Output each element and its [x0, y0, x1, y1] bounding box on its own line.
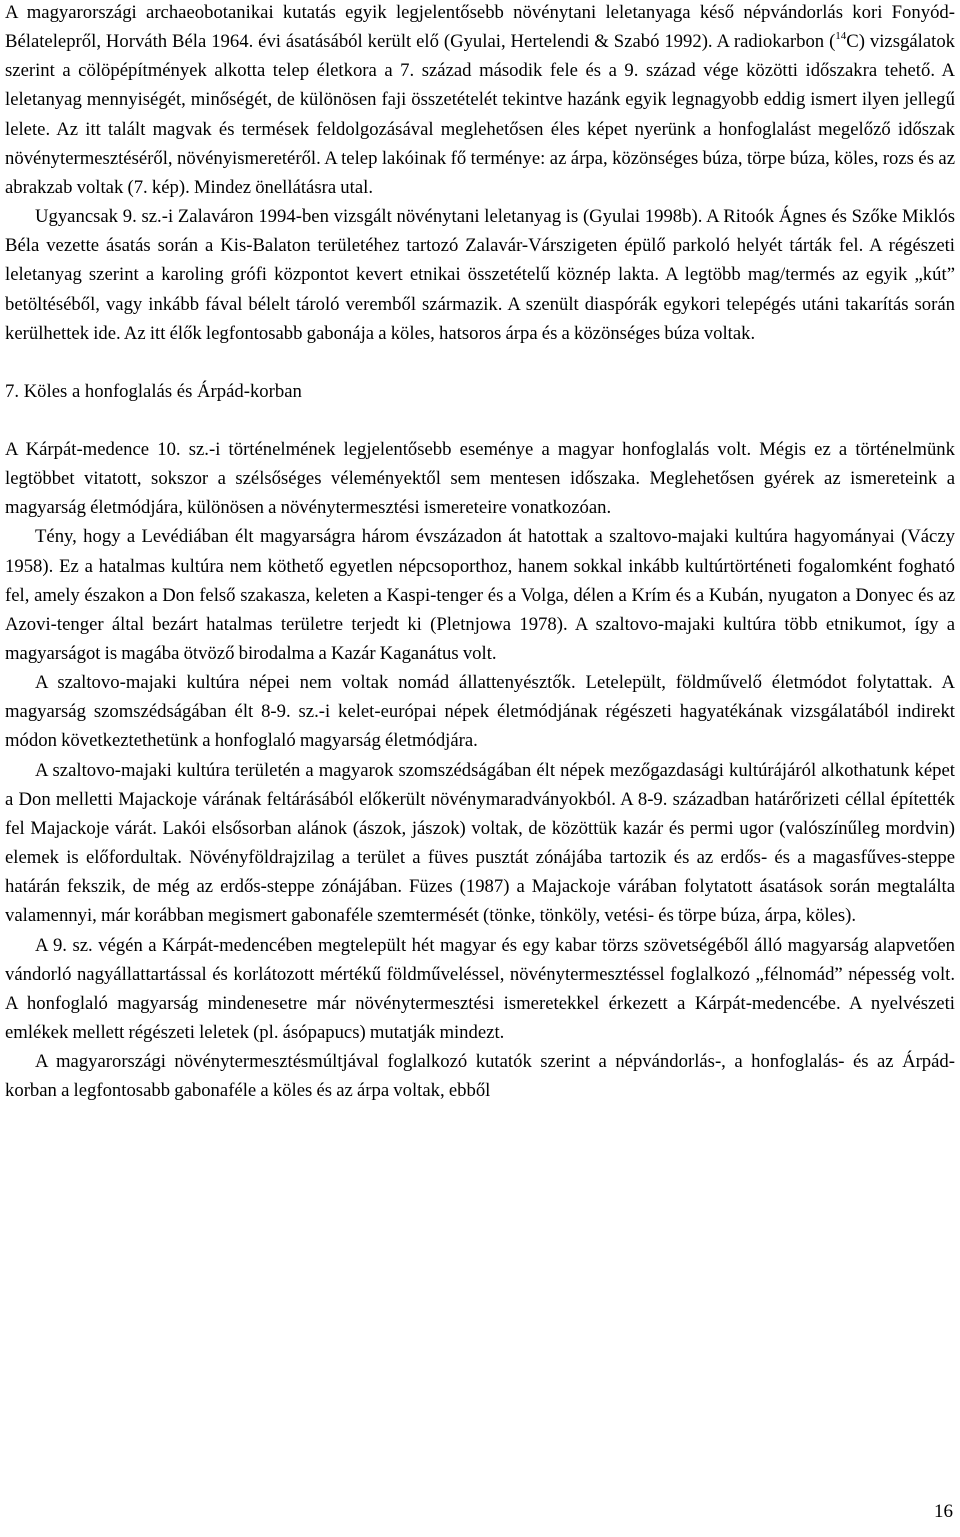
superscript-isotope: 14 [835, 29, 847, 42]
paragraph-text: A magyarországi archaeobotanikai kutatás egyik legjelentősebb növénytani leletanyaga késő népvándorlás kori Fonyód-Bélatelepről, Horváth Béla 1964. évi ásatásából került elő (Gyulai, Hertelendi & Szabó 1992). A radiokarbon ( [5, 2, 955, 53]
section-heading: 7. Köles a honfoglalás és Árpád-korban [5, 380, 302, 402]
paragraph-gabonafelek: A magyarországi növénytermesztésmúltjával foglalkozó kutatók szerint a népvándorlás-, a honfoglalás- és az Árpád-korban a legfontosabb gabonaféle a köles és az árpa voltak, ebből [5, 1051, 955, 1102]
paragraph-text: C) vizsgálatok szerint a cölöpépítmények alkotta telep életkora a 7. század második fele és a 9. század vége közötti időszakra tehető. A leletanyag mennyiségét, minőségét, de különösen faji összetételét tekintve hazánk egyik legnagyobb eddig ismert ilyen jellegű lelete. Az itt talált magvak és termések feldolgozásával meglehetősen éles képet nyerünk a honfoglalást megelőző időszak növénytermesztéséről, növényismeretéről. A telep lakóinak fő terménye: az árpa, közönséges búza, törpe búza, köles, rozs és az abrakzab voltak (7. kép). Mindez önellátásra utal. [5, 31, 956, 198]
paragraph-zalavar: Ugyancsak 9. sz.-i Zalaváron 1994-ben vizsgált növénytani leletanyag is (Gyulai 1998b). A Ritoók Ágnes és Szőke Miklós Béla vezette ásatás során a Kis-Balaton területéhez tartozó Zalavár-Várszigeten épülő parkoló helyét tárták fel. A régészeti leletanyag szerint a karoling grófi központot kevert etnikai összetételű köznép lakta. A legtöbb mag/termés az egyik „kút” betöltéséből, vagy inkább fával bélelt tároló veremből származik. A szenült diaspórák egykori telepégés utáni takarítás során kerülhettek ide. Az itt élők legfontosabb gabonája a köles, hatsoros árpa és a közönséges búza voltak. [5, 206, 955, 344]
paragraph-honfoglalas: A Kárpát-medence 10. sz.-i történelmének legjelentősebb eseménye a magyar honfoglalás volt. Mégis ez a történelmünk legtöbbet vitatott, sokszor a szélsőséges véleményektől sem mentesen időszaka. Meglehetősen gyérek az ismereteink a magyarság életmódjára, különösen a növénytermesztési ismereteire vonatkozóan. [5, 438, 955, 519]
page-number: 16 [934, 1501, 953, 1522]
paragraph-levedia: Tény, hogy a Levédiában élt magyarságra három évszázadon át hatottak a szaltovo-majaki kultúra hagyományai (Váczy 1958). Ez a hatalmas kultúra nem köthető egyetlen népcsoporthoz, hanem sokkal inkább kultúrtörténeti fogalomként fogható fel, amely északon a Don felső szakasza, keleten a Kaspi-tenger és a Volga, délen a Krím és a Kubán, nyugaton a Donyec és az Azovi-tenger által bezárt hatalmas területre terjedt ki (Pletnjowa 1978). A szaltovo-majaki kultúra több etnikumot, így a magyarságot is magába ötvöző birodalma a Kazár Kaganátus volt. [5, 526, 955, 664]
paragraph-magyar-torzsek: A 9. sz. végén a Kárpát-medencében megtelepült hét magyar és egy kabar törzs szövetségéből álló magyarság alapvetően vándorló nagyállattartással és korlátozott mértékű földműveléssel, növénytermesztéssel foglalkozó „félnomád” népesség volt. A honfoglaló magyarság mindenesetre már növénytermesztési ismeretekkel érkezett a Kárpát-medencébe. A nyelvészeti emlékek mellett régészeti leletek (pl. ásópapucs) mutatják mindezt. [5, 934, 955, 1043]
paragraph-majackoje: A szaltovo-majaki kultúra területén a magyarok szomszédságában élt népek mezőgazdasági kultúrájáról alkothatunk képet a Don melletti Majackoje várának feltárásából előkerült növénymaradványokból. A 8-9. században határőrizeti céllal építették fel Majackoje várát. Lakói elsősorban alánok (ászok, jászok) voltak, de közöttük kazár és permi ugor (valószínűleg mordvin) elemek is előfordultak. Növényföldrajzilag a terület a füves pusztát zónájába tartozik és az erdős- és a magasfűves-steppe határán fekszik, de még az erdős-steppe zónájában. Füzes (1987) a Majackoje várában folytatott ásatások során megtalálta valamennyi, már korábban megismert gabonaféle szemtermését (tönke, tönköly, vetési- és törpe búza, árpa, köles). [5, 759, 955, 927]
paragraph-szaltovo-majaki: A szaltovo-majaki kultúra népei nem voltak nomád állattenyésztők. Letelepült, földművelő életmódot folytattak. A magyarság szomszédságában élt 8-9. sz.-i kelet-európai népek életmódjának régészeti hagyatékának vizsgálatából indirekt módon következtethetünk a honfoglaló magyarság életmódjára. [5, 672, 955, 752]
document-page [5, 0, 955, 1537]
paragraph-fonyod [5, 0, 955, 202]
